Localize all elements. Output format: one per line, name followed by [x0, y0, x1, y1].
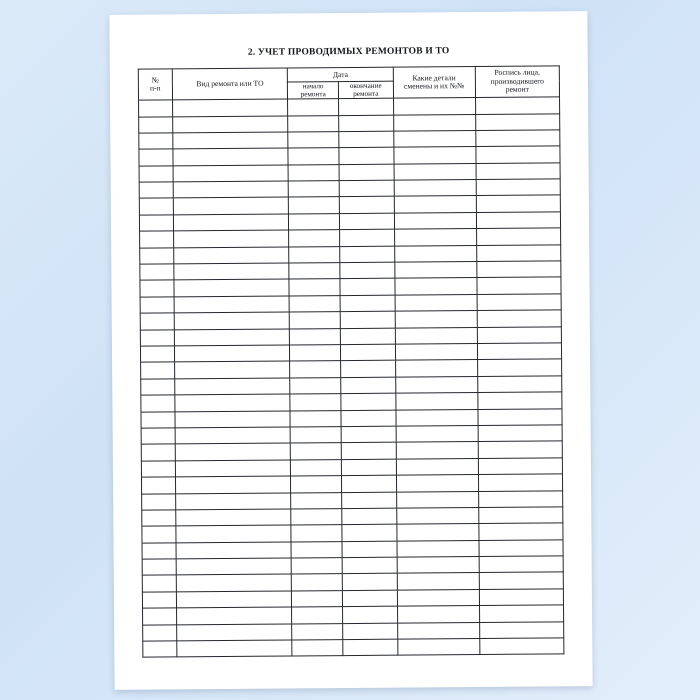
header-parts — [393, 67, 475, 99]
cell-number[interactable] — [142, 575, 176, 592]
cell-parts[interactable] — [396, 491, 478, 508]
cell-date-start[interactable] — [289, 230, 340, 247]
cell-parts[interactable] — [394, 245, 476, 262]
cell-parts[interactable] — [397, 622, 479, 639]
cell-number[interactable] — [143, 608, 177, 625]
cell-parts[interactable] — [394, 229, 476, 246]
cell-signature[interactable] — [478, 392, 562, 409]
cell-date-end[interactable] — [339, 115, 394, 132]
cell-date-start[interactable] — [290, 394, 341, 411]
cell-number[interactable] — [139, 182, 173, 199]
cell-parts[interactable] — [396, 425, 478, 442]
page-content — [109, 11, 592, 690]
cell-number[interactable] — [139, 198, 173, 215]
cell-signature[interactable] — [479, 621, 563, 638]
header-signature-line2: производившего — [490, 76, 544, 86]
cell-parts[interactable] — [394, 163, 476, 180]
cell-signature[interactable] — [478, 490, 562, 507]
cell-signature[interactable] — [477, 343, 561, 360]
cell-parts[interactable] — [395, 376, 477, 393]
cell-date-start[interactable] — [290, 345, 341, 362]
cell-parts[interactable] — [395, 343, 477, 360]
cell-date-start[interactable] — [291, 476, 342, 493]
cell-repair-type[interactable] — [172, 116, 288, 133]
cell-date-start[interactable] — [292, 574, 343, 591]
cell-parts[interactable] — [396, 458, 478, 475]
cell-number[interactable] — [140, 313, 174, 330]
cell-number[interactable] — [139, 215, 173, 232]
cell-parts[interactable] — [397, 639, 479, 656]
cell-signature[interactable] — [476, 228, 560, 245]
cell-signature[interactable] — [477, 376, 561, 393]
cell-parts[interactable] — [396, 507, 478, 524]
cell-number[interactable] — [140, 297, 174, 314]
cell-signature[interactable] — [478, 441, 562, 458]
cell-signature[interactable] — [476, 130, 560, 147]
cell-parts[interactable] — [397, 589, 479, 606]
cell-number[interactable] — [141, 411, 175, 428]
cell-number[interactable] — [141, 428, 175, 445]
cell-date-start[interactable] — [289, 181, 340, 198]
table-row — [143, 638, 564, 658]
cell-number[interactable] — [140, 329, 174, 346]
cell-date-end[interactable] — [339, 213, 394, 230]
cell-number[interactable] — [141, 461, 175, 478]
header-number-line1: № — [151, 75, 159, 85]
cell-date-start[interactable] — [291, 492, 342, 509]
cell-parts[interactable] — [394, 262, 476, 279]
cell-parts[interactable] — [394, 196, 476, 213]
header-date-start-line1: начало — [302, 82, 324, 91]
cell-parts[interactable] — [397, 606, 479, 623]
cell-parts[interactable] — [396, 393, 478, 410]
cell-date-start[interactable] — [290, 328, 341, 345]
cell-repair-type[interactable] — [176, 591, 292, 608]
cell-date-start[interactable] — [288, 131, 339, 148]
header-date-end — [338, 81, 393, 99]
cell-date-end[interactable] — [341, 410, 396, 427]
cell-date-end[interactable] — [340, 344, 395, 361]
cell-number[interactable] — [141, 444, 175, 461]
cell-number[interactable] — [139, 166, 173, 183]
cell-repair-type[interactable] — [175, 427, 291, 444]
cell-date-end[interactable] — [342, 541, 397, 558]
cell-repair-type[interactable] — [172, 99, 288, 116]
cell-repair-type[interactable] — [174, 345, 290, 362]
repair-log-table — [138, 65, 565, 658]
cell-date-end[interactable] — [339, 131, 394, 148]
header-date-start — [288, 82, 339, 100]
header-date-end-line1: окончание — [349, 81, 382, 91]
cell-number[interactable] — [139, 100, 173, 117]
cell-date-end[interactable] — [341, 442, 396, 459]
table-header — [138, 66, 559, 100]
cell-date-end[interactable] — [340, 262, 395, 279]
cell-number[interactable] — [142, 510, 176, 527]
cell-parts[interactable] — [396, 442, 478, 459]
cell-repair-type[interactable] — [173, 197, 289, 214]
cell-signature[interactable] — [480, 638, 564, 655]
cell-repair-type[interactable] — [176, 640, 292, 657]
cell-date-end[interactable] — [341, 475, 396, 492]
cell-date-end[interactable] — [338, 98, 393, 115]
cell-date-start[interactable] — [288, 164, 339, 181]
header-signature-line3: ремонт — [505, 84, 529, 95]
cell-repair-type[interactable] — [175, 394, 291, 411]
cell-date-start[interactable] — [292, 590, 343, 607]
cell-parts[interactable] — [394, 180, 476, 197]
cell-date-end[interactable] — [342, 557, 397, 574]
cell-signature[interactable] — [476, 212, 560, 229]
cell-repair-type[interactable] — [176, 542, 292, 559]
cell-repair-type[interactable] — [175, 443, 291, 460]
cell-parts[interactable] — [396, 475, 478, 492]
cell-parts[interactable] — [393, 98, 475, 115]
cell-parts[interactable] — [393, 114, 475, 131]
cell-number[interactable] — [140, 231, 174, 248]
cell-repair-type[interactable] — [172, 132, 288, 149]
cell-parts[interactable] — [397, 540, 479, 557]
table-body — [139, 97, 564, 658]
cell-date-start[interactable] — [289, 213, 340, 230]
cell-repair-type[interactable] — [174, 312, 290, 329]
cell-date-end[interactable] — [339, 164, 394, 181]
cell-date-end[interactable] — [340, 311, 395, 328]
cell-signature[interactable] — [479, 556, 563, 573]
cell-repair-type[interactable] — [174, 361, 290, 378]
cell-date-start[interactable] — [290, 361, 341, 378]
cell-number[interactable] — [142, 559, 176, 576]
cell-number[interactable] — [141, 362, 175, 379]
cell-parts[interactable] — [393, 130, 475, 147]
cell-date-start[interactable] — [289, 279, 340, 296]
cell-signature[interactable] — [479, 589, 563, 606]
header-repair-type: Вид ремонта или ТО — [172, 68, 288, 100]
cell-repair-type[interactable] — [175, 411, 291, 428]
cell-date-end[interactable] — [340, 295, 395, 312]
cell-parts[interactable] — [394, 212, 476, 229]
cell-repair-type[interactable] — [173, 247, 289, 264]
cell-date-end[interactable] — [341, 361, 396, 378]
cell-parts[interactable] — [397, 524, 479, 541]
cell-date-end[interactable] — [339, 147, 394, 164]
cell-date-start[interactable] — [289, 246, 340, 263]
cell-number[interactable] — [143, 641, 177, 658]
header-signature-line1: Роспись лица, — [494, 67, 540, 78]
cell-repair-type[interactable] — [173, 181, 289, 198]
cell-date-end[interactable] — [342, 606, 397, 623]
cell-parts[interactable] — [396, 409, 478, 426]
cell-number[interactable] — [141, 477, 175, 494]
cell-number[interactable] — [142, 592, 176, 609]
cell-parts[interactable] — [395, 360, 477, 377]
cell-number[interactable] — [142, 526, 176, 543]
cell-date-end[interactable] — [342, 590, 397, 607]
header-date-start-line2: ремонта — [300, 90, 326, 99]
cell-date-start[interactable] — [289, 263, 340, 280]
cell-repair-type[interactable] — [176, 558, 292, 575]
cell-repair-type[interactable] — [175, 509, 291, 526]
cell-date-start[interactable] — [290, 377, 341, 394]
cell-date-end[interactable] — [341, 459, 396, 476]
cell-number[interactable] — [140, 280, 174, 297]
cell-date-end[interactable] — [339, 197, 394, 214]
cell-date-start[interactable] — [289, 197, 340, 214]
cell-repair-type[interactable] — [176, 624, 292, 641]
cell-parts[interactable] — [397, 573, 479, 590]
document-title: 2. УЧЕТ ПРОВОДИМЫХ РЕМОНТОВ И ТО — [247, 46, 450, 58]
cell-number[interactable] — [140, 264, 174, 281]
cell-signature[interactable] — [477, 261, 561, 278]
cell-parts[interactable] — [395, 311, 477, 328]
cell-date-end[interactable] — [340, 229, 395, 246]
cell-date-end[interactable] — [342, 508, 397, 525]
cell-signature[interactable] — [478, 408, 562, 425]
header-signature — [475, 66, 559, 98]
cell-signature[interactable] — [475, 97, 559, 114]
cell-signature[interactable] — [478, 474, 562, 491]
cell-date-start[interactable] — [291, 459, 342, 476]
cell-repair-type[interactable] — [173, 165, 289, 182]
cell-repair-type[interactable] — [173, 148, 289, 165]
cell-date-end[interactable] — [342, 574, 397, 591]
cell-repair-type[interactable] — [175, 476, 291, 493]
cell-date-start[interactable] — [292, 623, 343, 640]
cell-number[interactable] — [139, 133, 173, 150]
cell-repair-type[interactable] — [175, 460, 291, 477]
header-parts-line1: Какие детали — [412, 72, 456, 83]
cell-signature[interactable] — [476, 244, 560, 261]
cell-date-start[interactable] — [290, 295, 341, 312]
cell-number[interactable] — [143, 625, 177, 642]
cell-signature[interactable] — [479, 572, 563, 589]
cell-signature[interactable] — [476, 179, 560, 196]
cell-signature[interactable] — [479, 523, 563, 540]
cell-signature[interactable] — [475, 113, 559, 130]
cell-date-start[interactable] — [288, 99, 339, 116]
cell-parts[interactable] — [395, 294, 477, 311]
cell-signature[interactable] — [477, 326, 561, 343]
cell-date-start[interactable] — [290, 410, 341, 427]
cell-repair-type[interactable] — [176, 525, 292, 542]
cell-date-end[interactable] — [340, 328, 395, 345]
cell-date-start[interactable] — [291, 525, 342, 542]
cell-number[interactable] — [139, 116, 173, 133]
cell-date-start[interactable] — [292, 558, 343, 575]
cell-date-start[interactable] — [291, 427, 342, 444]
cell-signature[interactable] — [477, 294, 561, 311]
cell-number[interactable] — [142, 543, 176, 560]
cell-signature[interactable] — [476, 195, 560, 212]
cell-date-start[interactable] — [291, 541, 342, 558]
cell-date-start[interactable] — [291, 508, 342, 525]
cell-repair-type[interactable] — [176, 574, 292, 591]
cell-number[interactable] — [139, 149, 173, 166]
cell-date-end[interactable] — [342, 492, 397, 509]
cell-date-end[interactable] — [339, 180, 394, 197]
cell-signature[interactable] — [477, 310, 561, 327]
cell-repair-type[interactable] — [174, 279, 290, 296]
cell-date-start[interactable] — [292, 607, 343, 624]
cell-date-end[interactable] — [342, 524, 397, 541]
cell-repair-type[interactable] — [174, 296, 290, 313]
cell-number[interactable] — [142, 493, 176, 510]
cell-repair-type[interactable] — [176, 607, 292, 624]
header-number — [138, 69, 172, 100]
cell-repair-type[interactable] — [173, 214, 289, 231]
cell-repair-type[interactable] — [174, 329, 290, 346]
header-date-group: Дата — [288, 67, 393, 82]
header-date-end-line2: ремонта — [353, 89, 379, 99]
cell-parts[interactable] — [395, 278, 477, 295]
cell-parts[interactable] — [395, 327, 477, 344]
cell-date-start[interactable] — [292, 640, 343, 657]
cell-signature[interactable] — [479, 507, 563, 524]
header-number-line2: п-п — [149, 83, 161, 93]
cell-signature[interactable] — [478, 458, 562, 475]
cell-date-end[interactable] — [340, 279, 395, 296]
cell-date-start[interactable] — [288, 115, 339, 132]
cell-date-end[interactable] — [341, 393, 396, 410]
cell-repair-type[interactable] — [174, 378, 290, 395]
document-page — [109, 11, 592, 690]
cell-date-end[interactable] — [341, 377, 396, 394]
cell-number[interactable] — [141, 395, 175, 412]
cell-number[interactable] — [141, 379, 175, 396]
cell-signature[interactable] — [479, 540, 563, 557]
cell-date-end[interactable] — [343, 639, 398, 656]
cell-signature[interactable] — [478, 425, 562, 442]
cell-signature[interactable] — [477, 359, 561, 376]
cell-date-start[interactable] — [288, 148, 339, 165]
cell-signature[interactable] — [479, 605, 563, 622]
cell-date-end[interactable] — [341, 426, 396, 443]
cell-repair-type[interactable] — [175, 492, 291, 509]
cell-number[interactable] — [140, 346, 174, 363]
cell-signature[interactable] — [476, 163, 560, 180]
cell-date-end[interactable] — [340, 246, 395, 263]
cell-parts[interactable] — [397, 557, 479, 574]
cell-date-start[interactable] — [290, 312, 341, 329]
cell-repair-type[interactable] — [173, 263, 289, 280]
cell-repair-type[interactable] — [173, 230, 289, 247]
cell-signature[interactable] — [476, 146, 560, 163]
cell-number[interactable] — [140, 248, 174, 265]
header-parts-line2: сменены и их №№ — [403, 81, 465, 91]
cell-signature[interactable] — [477, 277, 561, 294]
cell-date-end[interactable] — [343, 623, 398, 640]
cell-parts[interactable] — [394, 147, 476, 164]
cell-date-start[interactable] — [291, 443, 342, 460]
